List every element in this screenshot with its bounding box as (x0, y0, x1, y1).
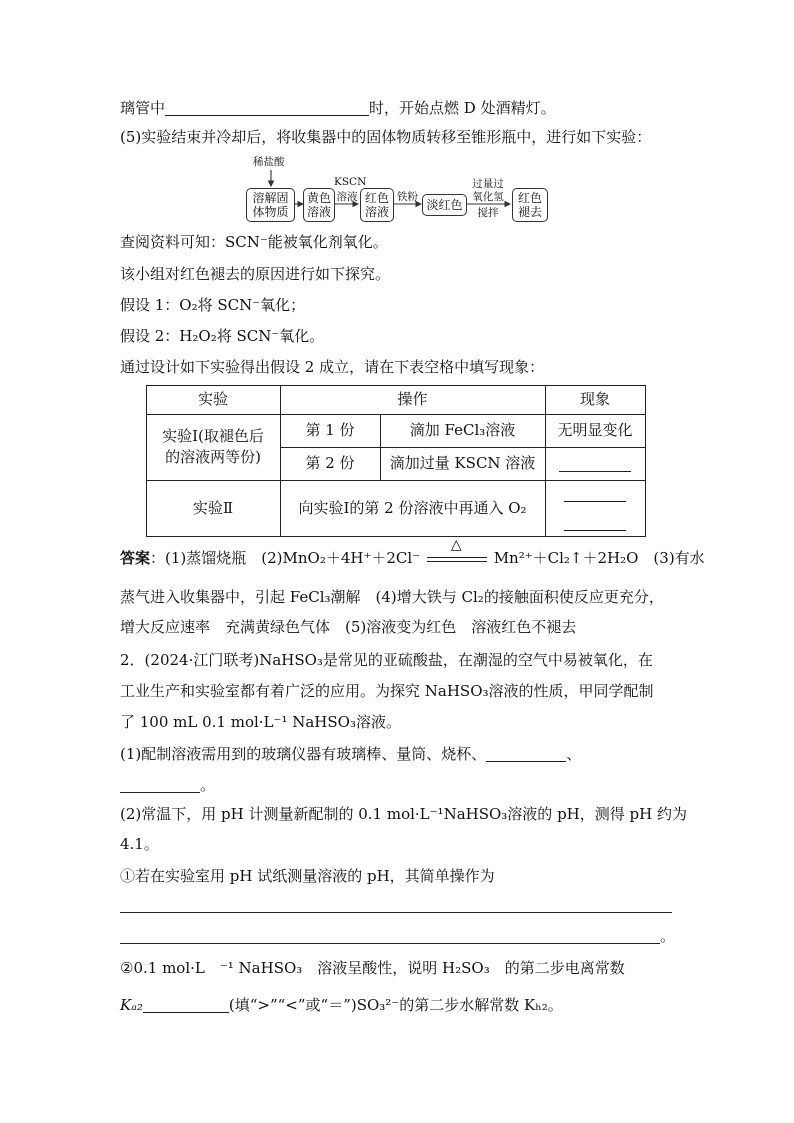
phenomenon-1-cell: 无明显变化 (557, 421, 633, 439)
sub-question-2-text: (填“>”“<”或“＝”)SO₃²⁻的第二步水解常数 Kₕ₂。 (228, 996, 563, 1014)
punct: 、 (566, 745, 582, 763)
box-text: 褪去 (517, 205, 542, 219)
flow-box-red (360, 188, 394, 222)
box-text: 溶液 (306, 205, 331, 219)
answer-text: ：(1)蒸馏烧瓶 (2)MnO₂＋4H⁺＋2Cl⁻ (150, 549, 421, 567)
answer-blank (559, 455, 631, 472)
header-experiment: 实验 (197, 390, 228, 408)
question-2-line: 2．(2024·江门联考)NaHSO₃是常见的亚硫酸盐，在潮湿的空气中易被氧化，在 (120, 651, 653, 669)
sub-question-1: ①若在实验室用 pH 试纸测量溶液的 pH，其简单操作为 (120, 867, 495, 885)
flow-box-yellow (303, 188, 335, 222)
sub-question-2: ②0.1 mol·L ⁻¹ NaHSO₃ 溶液呈酸性，说明 H₂SO₃ 的第二步电离常数 (120, 959, 625, 977)
hypothesis-2: 假设 2：H₂O₂将 SCN⁻氧化。 (120, 327, 325, 345)
experiment-2-cell: 实验Ⅱ (192, 498, 234, 517)
box-text: 体物质 (252, 205, 289, 219)
box-text: 红色 (364, 191, 389, 205)
answer-blank (564, 514, 626, 531)
answer-blank (120, 927, 660, 944)
part-2: (2)常温下，用 pH 计测量新配制的 0.1 mol·L⁻¹NaHSO₃溶液的 pH，测得 pH 约为 (120, 805, 687, 823)
answer-text: Mn²⁺＋Cl₂↑＋2H₂O (3)有水 (493, 549, 705, 567)
answer-line (120, 926, 675, 946)
sub-question-2-cont (120, 995, 563, 1015)
experiment-1-cell (146, 414, 280, 480)
part-1 (120, 744, 581, 764)
cell-text: 的溶液两等份) (165, 448, 261, 466)
answer-line (120, 895, 672, 915)
line1-prefix: 璃管中 (120, 99, 166, 117)
answer-blank (120, 896, 672, 913)
header-operation: 操作 (397, 390, 428, 408)
part-1-cont (120, 775, 215, 795)
question-5: (5)实验结束并冷却后，将收集器中的固体物质转移至锥形瓶中，进行如下实验： (120, 128, 652, 146)
box-text: 红色 (517, 191, 542, 205)
operation-2-cell: 滴加过量 KSCN 溶液 (389, 454, 536, 472)
answer-label: 答案 (120, 549, 151, 567)
hypothesis-1: 假设 1：O₂将 SCN⁻氧化； (120, 296, 306, 314)
question-2-line: 了 100 mL 0.1 mol·L⁻¹ NaHSO₃溶液。 (120, 713, 401, 731)
line1-suffix: 时，开始点燃 D 处酒精灯。 (369, 99, 556, 117)
ka2-symbol: Kₐ₂ (120, 996, 143, 1014)
part-1-text: (1)配制溶液需用到的玻璃仪器有玻璃棒、量筒、烧杯、 (120, 745, 487, 763)
iron-powder-label: 铁粉 (397, 191, 418, 203)
answer-blank (486, 745, 566, 762)
reagent-label: 稀盐酸 (253, 156, 285, 168)
phenomenon-3-cell (545, 480, 645, 536)
box-text: 溶解固 (252, 191, 289, 205)
experiment-table (146, 385, 646, 537)
cell-text: 实验Ⅰ(取褪色后 (162, 427, 264, 445)
flow-box-dissolve (246, 188, 295, 222)
stir-label: 搅拌 (477, 207, 499, 219)
flow-box-pale-red: 淡红色 (422, 194, 467, 216)
flow-box-fade (512, 188, 548, 222)
table-intro: 通过设计如下实验得出假设 2 成立，请在下表空格中填写现象： (120, 358, 545, 376)
kscn-label: KSCN (334, 176, 367, 188)
answer-blank (120, 776, 200, 793)
punct: 。 (660, 927, 676, 945)
h2o2-label-1: 过量过 (472, 178, 504, 190)
box-text: 溶液 (364, 205, 389, 219)
question-2-line: 工业生产和实验室都有着广泛的应用。为探究 NaHSO₃溶液的性质，甲同学配制 (120, 682, 654, 700)
operation-3-cell: 向实验Ⅰ的第 2 份溶液中再通入 O₂ (298, 498, 527, 517)
header-phenomenon: 现象 (579, 390, 610, 408)
punct: 。 (200, 776, 216, 794)
answer-line-1 (120, 537, 705, 569)
answer-line-3: 增大反应速率 充满黄绿色气体 (5)溶液变为红色 溶液红色不褪去 (120, 618, 577, 636)
heat-symbol: △ (450, 537, 462, 553)
info-line: 查阅资料可知：SCN⁻能被氧化剂氧化。 (120, 233, 388, 251)
part-1-cell: 第 1 份 (305, 421, 355, 439)
answer-line-2: 蒸气进入收集器中，引起 FeCl₃潮解 (4)增大铁与 Cl₂的接触面积使反应更充分， (120, 588, 664, 606)
answer-blank (143, 996, 229, 1013)
kscn-sub-label: 溶液 (336, 191, 358, 203)
part-2-cell: 第 2 份 (305, 454, 355, 472)
operation-1-cell: 滴加 FeCl₃溶液 (409, 421, 516, 439)
heating-condition (425, 537, 489, 569)
answer-blank (564, 485, 626, 502)
phenomenon-2-cell (545, 447, 645, 480)
part-2-cont: 4.1。 (120, 835, 159, 853)
h2o2-label-2: 氧化氢 (472, 191, 504, 203)
box-text: 黄色 (306, 191, 331, 205)
info-line: 该小组对红色褪去的原因进行如下探究。 (120, 265, 391, 283)
